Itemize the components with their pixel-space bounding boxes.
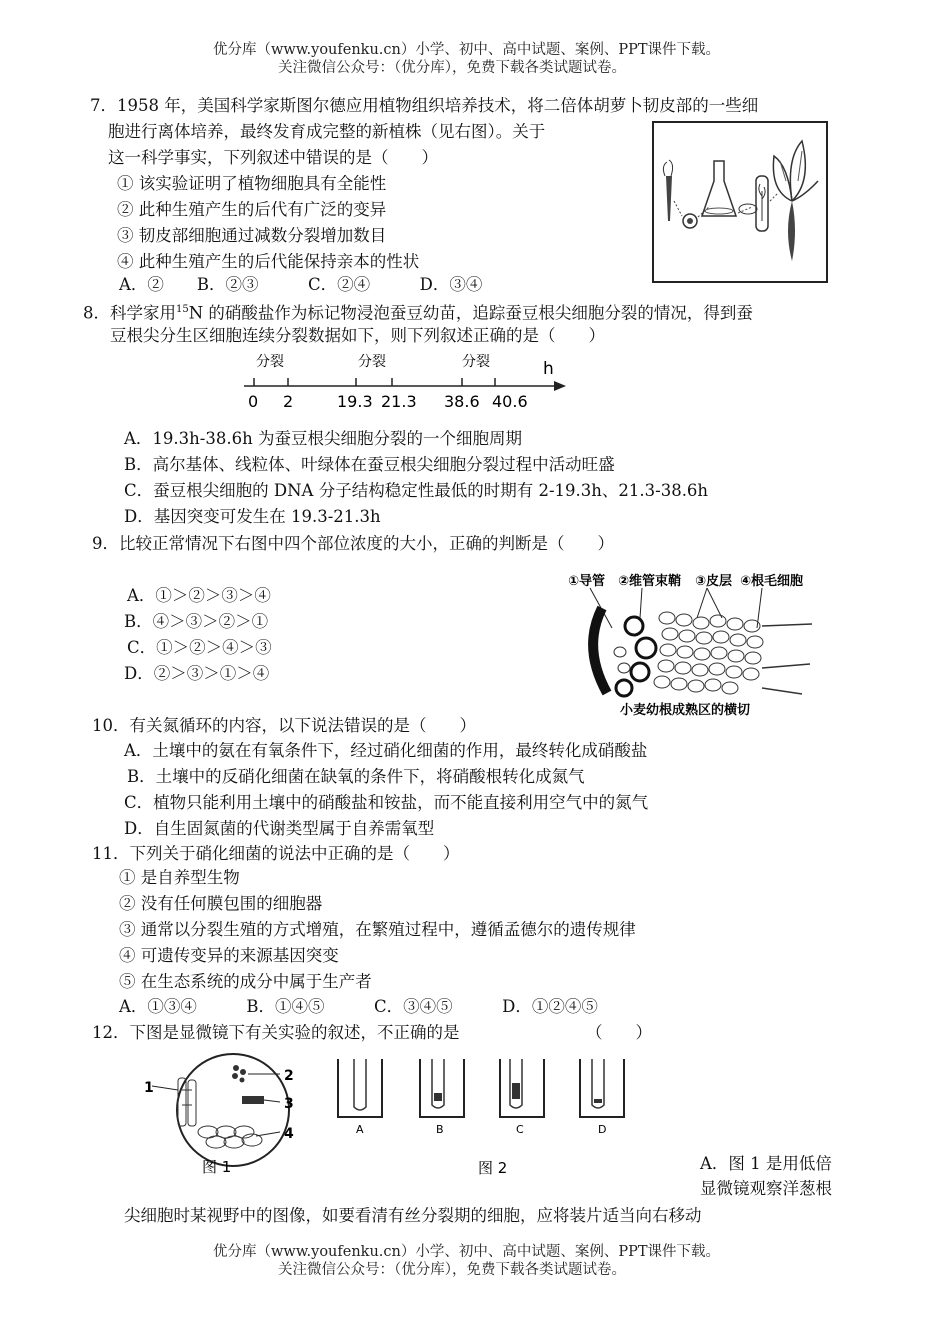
- q7-stem-line-2: 胞进行离体培养，最终发育成完整的新植株（见右图）。关于: [108, 122, 546, 141]
- q10-option-c: C．植物只能利用土壤中的硝酸盐和铵盐，而不能直接利用空气中的氮气: [124, 793, 649, 812]
- figure-caption: 小麦幼根成熟区的横切: [620, 703, 751, 718]
- q9-stem: 9．比较正常情况下右图中四个部位浓度的大小，正确的判断是（ ）: [92, 534, 614, 553]
- time-unit-label: h: [543, 359, 554, 379]
- q10-option-a: A．土壤中的氨在有氧条件下，经过硝化细菌的作用，最终转化成硝酸盐: [124, 741, 648, 760]
- fig1-label-4: 4: [284, 1126, 294, 1142]
- q11-stem: 11．下列关于硝化细菌的说法中正确的是（ ）: [92, 844, 460, 863]
- q8-stem-line-2: 豆根尖分生区细胞连续分裂数据如下，则下列叙述正确的是（ ）: [110, 326, 605, 345]
- q11-statement-5: ⑤ 在生态系统的成分中属于生产者: [119, 972, 372, 991]
- label-vessel: ①导管: [568, 574, 606, 589]
- q11-statement-4: ④ 可遗传变异的来源基因突变: [119, 946, 339, 965]
- q8-option-a: A．19.3h-38.6h 为蚕豆根尖细胞分裂的一个细胞周期: [124, 429, 522, 448]
- q9-option-a: A．①＞②＞③＞④: [127, 586, 271, 605]
- q7-stem-line-3: 这一科学事实，下列叙述中错误的是（ ）: [108, 148, 438, 167]
- fig1-caption: 图 1: [202, 1158, 232, 1176]
- q8-option-c: C．蚕豆根尖细胞的 DNA 分子结构稳定性最低的时期有 2-19.3h、21.3-38.6h: [124, 481, 709, 500]
- q12-option-a-line-3: 尖细胞时某视野中的图像，如要看清有丝分裂期的细胞，应将装片适当向右移动: [124, 1206, 702, 1225]
- q8-stem-rest: N 的硝酸盐作为标记物浸泡蚕豆幼苗，追踪蚕豆根尖细胞分裂的情况，得到蚕: [188, 303, 753, 323]
- q8-stem-start: 8．科学家用: [83, 303, 176, 323]
- q9-wheat-root-cross-section: [562, 568, 820, 720]
- q12-option-a-line-2: 显微镜观察洋葱根: [700, 1179, 832, 1198]
- tick-label-21-3: 21.3: [381, 392, 417, 411]
- header-line-2: 关注微信公众号：（优分库），免费下载各类试题试卷。: [278, 60, 626, 76]
- q10-stem: 10．有关氮循环的内容，以下说法错误的是（ ）: [92, 716, 476, 735]
- q11-statement-1: ① 是自养型生物: [119, 868, 240, 887]
- q11-statement-3: ③ 通常以分裂生殖的方式增殖，在繁殖过程中，遵循孟德尔的遗传规律: [119, 920, 636, 939]
- division-label-1: 分裂: [256, 354, 284, 370]
- q7-options: A．② B．②③ C．②④ D．③④: [119, 275, 483, 294]
- tick-label-40-6: 40.6: [492, 392, 528, 411]
- division-label-2: 分裂: [358, 354, 386, 370]
- tick-label-0: 0: [248, 392, 259, 411]
- fig2-label-b: B: [436, 1123, 444, 1136]
- q7-statement-4: ④ 此种生殖产生的后代能保持亲本的性状: [117, 252, 420, 271]
- q12-stem: 12．下图是显微镜下有关实验的叙述，不正确的是: [92, 1023, 460, 1042]
- label-bundle-sheath: ②维管束鞘: [618, 574, 682, 589]
- q7-statement-3: ③ 韧皮部细胞通过减数分裂增加数目: [117, 226, 387, 245]
- q7-statement-1: ① 该实验证明了植物细胞具有全能性: [117, 174, 387, 193]
- q9-option-c: C．①＞②＞④＞③: [127, 638, 272, 657]
- q8-isotope-superscript: 15: [176, 304, 189, 315]
- tick-label-2: 2: [283, 392, 294, 411]
- q7-statement-2: ② 此种生殖产生的后代有广泛的变异: [117, 200, 387, 219]
- q12-figure-2-tubes: [330, 1055, 640, 1179]
- q8-option-b: B．高尔基体、线粒体、叶绿体在蚕豆根尖细胞分裂过程中活动旺盛: [124, 455, 615, 474]
- q7-stem-line-1: 7．1958 年，美国科学家斯图尔德应用植物组织培养技术，将二倍体胡萝卜韧皮部的一些细: [90, 96, 759, 115]
- label-root-hair-cell: ④根毛细胞: [740, 574, 804, 589]
- footer-line-1: 优分库（www.youfenku.cn）小学、初中、高中试题、案例、PPT课件下载。: [213, 1244, 721, 1260]
- division-label-3: 分裂: [462, 354, 490, 370]
- q8-cell-cycle-timeline: [238, 350, 578, 412]
- fig2-caption: 图 2: [478, 1159, 508, 1177]
- tick-label-38-6: 38.6: [444, 392, 480, 411]
- q12-option-a-line-1: A．图 1 是用低倍: [700, 1154, 832, 1173]
- fig1-label-2: 2: [284, 1068, 294, 1084]
- fig1-label-3: 3: [284, 1096, 294, 1112]
- label-cortex: ③皮层: [695, 574, 733, 589]
- fig2-label-c: C: [516, 1123, 524, 1136]
- fig2-label-d: D: [598, 1123, 607, 1136]
- footer-line-2: 关注微信公众号：（优分库），免费下载各类试题试卷。: [278, 1262, 626, 1278]
- fig1-label-1: 1: [144, 1080, 154, 1096]
- header-line-1: 优分库（www.youfenku.cn）小学、初中、高中试题、案例、PPT课件下载。: [213, 42, 721, 58]
- q12-answer-parentheses: （ ）: [586, 1023, 652, 1042]
- q11-options: A．①③④ B．①④⑤ C．③④⑤ D．①②④⑤: [119, 997, 598, 1016]
- q7-carrot-culture-figure: [652, 121, 828, 283]
- fig2-label-a: A: [356, 1123, 364, 1136]
- q9-option-b: B．④＞③＞②＞①: [124, 612, 269, 631]
- q8-option-d: D．基因突变可发生在 19.3-21.3h: [124, 507, 381, 526]
- q10-option-b: B．土壤中的反硝化细菌在缺氧的条件下，将硝酸根转化成氮气: [127, 767, 585, 786]
- q10-option-d: D．自生固氮菌的代谢类型属于自养需氧型: [124, 819, 435, 838]
- q8-stem-line-1: [83, 299, 753, 325]
- q11-statement-2: ② 没有任何膜包围的细胞器: [119, 894, 323, 913]
- q9-option-d: D．②＞③＞①＞④: [124, 664, 270, 683]
- q12-figure-1-microscope-field: [138, 1050, 308, 1180]
- tick-label-19-3: 19.3: [337, 392, 373, 411]
